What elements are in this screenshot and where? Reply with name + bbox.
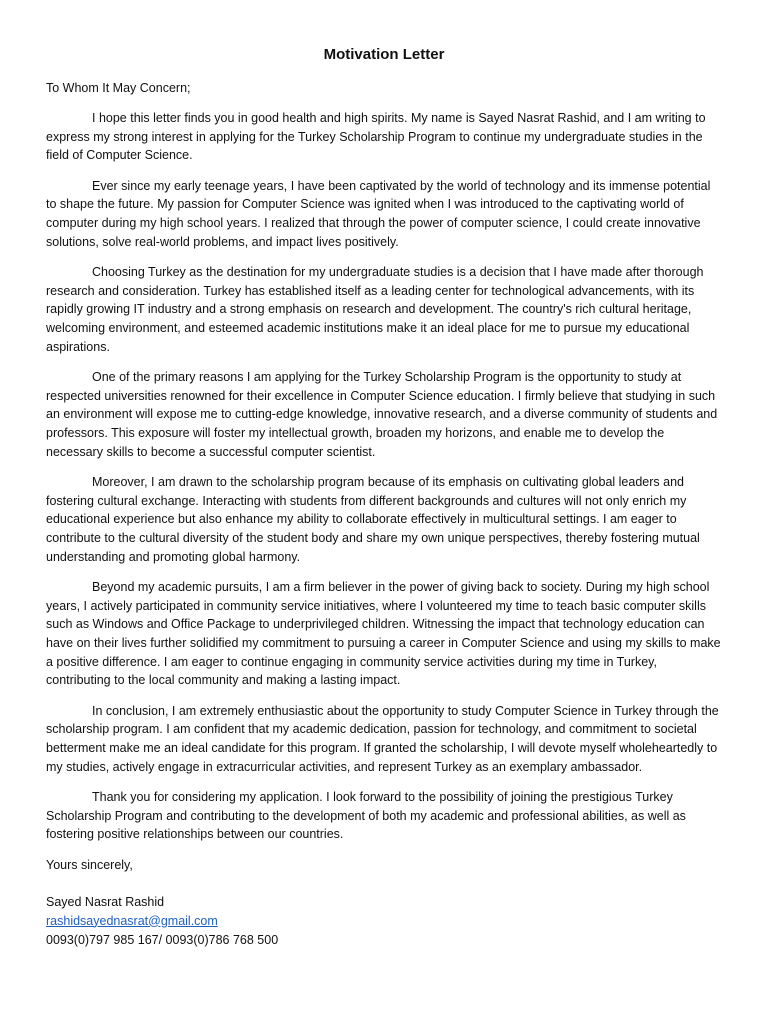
paragraph-passion: Ever since my early teenage years, I have been captivated by the world of technology and its immense potential to shape the future. My passion for Computer Science was ignited when I was introduced to the captivating world of computer during my high school years. I realized that through the power of computer science, I could create innovative solutions, solve real-world problems, and impact lives positively. — [46, 178, 711, 249]
salutation: To Whom It May Concern; — [46, 81, 191, 95]
signature-email — [46, 912, 722, 931]
paragraph-choosing-turkey: Choosing Turkey as the destination for my undergraduate studies is a decision that I have made after thorough research and consideration. Turkey has established itself as a leading center for technological advancements, with its rapidly growing IT industry and a strong emphasis on research and development. The country's rich cultural heritage, welcoming environment, and esteemed academic institutions make it an ideal place for me to pursue my educational aspirations. — [46, 264, 704, 354]
paragraph-primary-reasons: One of the primary reasons I am applying for the Turkey Scholarship Program is the opportunity to study at respected universities renowned for their excellence in Computer Science education. I firmly believe that studying in such an environment will expose me to cutting-edge knowledge, innovative research, and a diverse community of students and professors. This exposure will foster my intellectual growth, broaden my horizons, and enable me to develop the necessary skills to become a successful computer scientist. — [46, 369, 718, 459]
paragraph-intro: I hope this letter finds you in good health and high spirits. My name is Sayed Nasrat Rashid, and I am writing to express my strong interest in applying for the Turkey Scholarship Program to continue my undergraduate studies in the field of Computer Science. — [46, 111, 706, 163]
paragraph-thanks: Thank you for considering my application. I look forward to the possibility of joining the prestigious Turkey Scholarship Program and contributing to the development of both my academic and professional abilities, as well as fostering positive relationships between our countries. — [46, 790, 686, 842]
signature-phone: 0093(0)797 985 167/ 0093(0)786 768 500 — [46, 932, 279, 947]
email-link[interactable]: rashidsayednasrat@gmail.com — [46, 913, 218, 928]
letter-title: Motivation Letter — [323, 46, 445, 63]
closing: Yours sincerely, — [46, 857, 133, 872]
paragraph-conclusion: In conclusion, I am extremely enthusiastic about the opportunity to study Computer Science in Turkey through the scholarship program. I am confident that my academic dedication, passion for technology, and commitment to societal betterment make me an ideal candidate for this program. If granted the scholarship, I will devote myself wholeheartedly to my studies, actively engage in extracurricular activities, and represent Turkey as an exemplary ambassador. — [46, 703, 719, 774]
signature-name: Sayed Nasrat Rashid — [46, 894, 165, 909]
paragraph-community-service: Beyond my academic pursuits, I am a firm believer in the power of giving back to society. During my high school years, I actively participated in community service initiatives, where I volunteered my time to teach basic computer skills such as Windows and Office Package to underprivileged children. Witnessing the impact that technology education can have on their lives further solidified my commitment to pursuing a career in Computer Science and using my skills to make a positive difference. I am eager to continue engaging in community service activities during my time in Turkey, contributing to the local community and making a lasting impact. — [46, 579, 721, 688]
paragraph-cultural-exchange: Moreover, I am drawn to the scholarship program because of its emphasis on cultivating global leaders and fostering cultural exchange. Interacting with students from different backgrounds and cultures will not only enrich my educational experience but also enhance my ability to collaborate effectively in multicultural settings. I am eager to contribute to the cultural diversity of the student body and share my own unique perspectives, thereby fostering mutual understanding and promoting global harmony. — [46, 474, 700, 564]
